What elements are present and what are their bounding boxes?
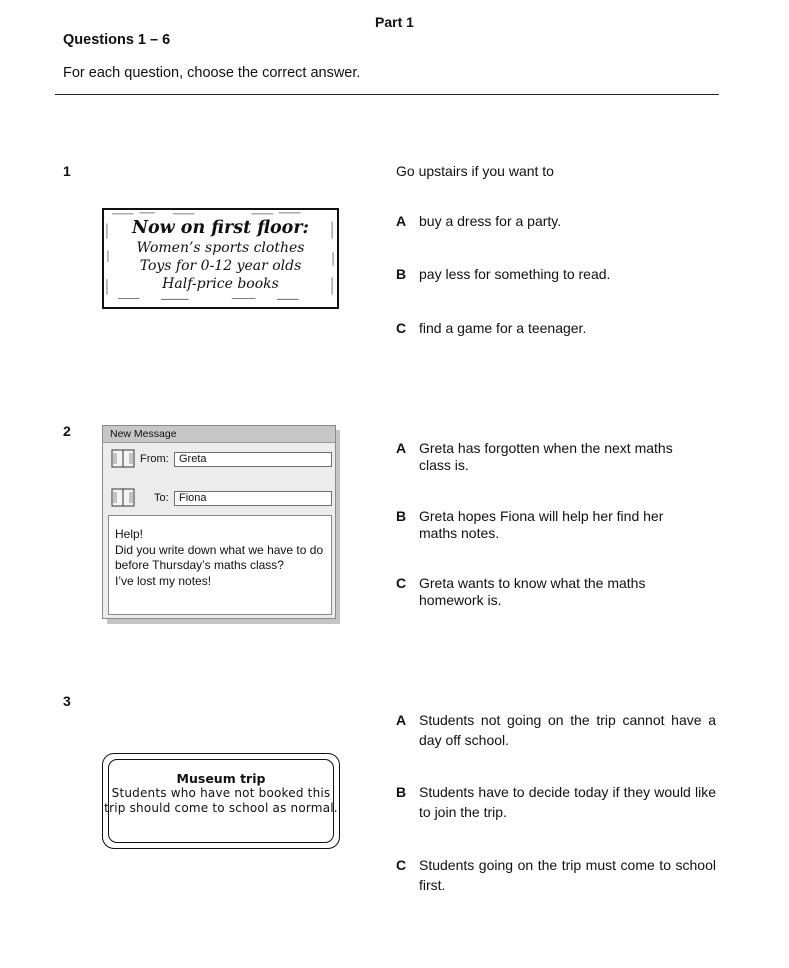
- question-2-number: 2: [63, 423, 71, 439]
- question-3-option-c[interactable]: [396, 855, 716, 895]
- question-1-stem: Go upstairs if you want to: [396, 163, 554, 179]
- option-letter: A: [396, 440, 407, 456]
- question-3-option-a[interactable]: [396, 710, 716, 750]
- notice-text: [103, 771, 339, 816]
- email-body-line: I’ve lost my notes!: [115, 573, 212, 588]
- option-letter: A: [396, 213, 407, 229]
- question-2-option-b[interactable]: [396, 508, 696, 542]
- sign-line: Half-price books: [162, 276, 279, 292]
- option-letter: C: [396, 320, 407, 336]
- question-1-option-a[interactable]: [396, 213, 716, 230]
- option-text: find a game for a teenager.: [419, 320, 587, 336]
- email-body-line: Help!: [115, 527, 144, 541]
- to-label: To:: [154, 492, 169, 504]
- question-3-option-b[interactable]: [396, 782, 716, 822]
- question-1-sign: [102, 208, 339, 309]
- option-letter: C: [396, 857, 407, 873]
- question-2-option-a[interactable]: [396, 440, 696, 474]
- option-letter: A: [396, 712, 407, 728]
- option-letter: B: [396, 266, 407, 282]
- notice-body: Students who have not booked this trip should come to school as normal.: [104, 786, 338, 815]
- sign-line: Women’s sports clothes: [136, 240, 305, 256]
- header-divider: [55, 94, 719, 95]
- sign-line: Toys for 0-12 year olds: [139, 258, 302, 274]
- option-letter: B: [396, 508, 407, 524]
- from-field: Greta: [174, 452, 332, 467]
- address-book-icon: [111, 488, 135, 507]
- option-text: Students going on the trip must come to school first.: [419, 857, 716, 893]
- question-1-option-b[interactable]: [396, 266, 716, 283]
- option-text: buy a dress for a party.: [419, 213, 562, 229]
- option-text: Greta hopes Fiona will help her find her maths notes.: [419, 508, 664, 541]
- option-text: pay less for something to read.: [419, 266, 611, 282]
- email-body-line: Did you write down what we have to do before Thursday’s maths class?: [115, 542, 324, 572]
- email-body: [108, 515, 332, 615]
- notice-title: Museum trip: [176, 771, 266, 786]
- sign-text: [104, 218, 337, 293]
- address-book-icon: [111, 449, 135, 468]
- question-3-notice: [102, 753, 340, 849]
- questions-title: Questions 1 – 6: [63, 32, 171, 48]
- option-letter: B: [396, 784, 407, 800]
- option-letter: C: [396, 575, 407, 591]
- option-text: Students not going on the trip cannot have a day off school.: [419, 712, 716, 748]
- sign-heading: Now on first floor:: [131, 218, 310, 238]
- from-label: From:: [140, 453, 169, 465]
- email-window-title: New Message: [103, 426, 335, 443]
- to-field: Fiona: [174, 491, 332, 506]
- question-1-option-c[interactable]: [396, 320, 716, 337]
- option-text: Greta wants to know what the maths homework is.: [419, 575, 646, 608]
- option-text: Greta has forgotten when the next maths class is.: [419, 440, 673, 473]
- instruction-text: For each question, choose the correct answer.: [63, 65, 361, 81]
- question-3-number: 3: [63, 693, 71, 709]
- option-text: Students have to decide today if they would like to join the trip.: [419, 784, 716, 820]
- part-title: Part 1: [375, 14, 414, 30]
- question-2-option-c[interactable]: [396, 575, 696, 609]
- question-1-number: 1: [63, 163, 71, 179]
- question-2-email: [102, 425, 336, 619]
